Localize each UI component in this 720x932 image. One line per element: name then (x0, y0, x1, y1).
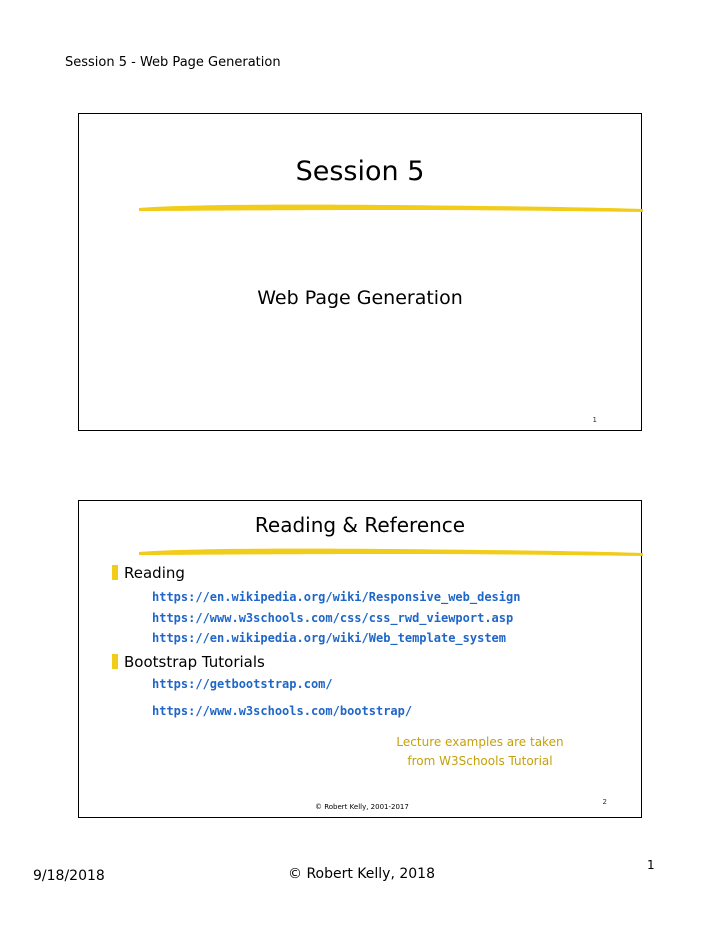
link-w3schools-bootstrap[interactable]: https://www.w3schools.com/bootstrap/ (152, 704, 413, 718)
bullet-marker (112, 565, 118, 580)
link-css-rwd-viewport[interactable]: https://www.w3schools.com/css/css_rwd_viewport.asp (152, 611, 514, 625)
link-getbootstrap[interactable]: https://getbootstrap.com/ (152, 677, 333, 691)
slide-2-page-number: 2 (602, 798, 607, 806)
link-responsive-web-design[interactable]: https://en.wikipedia.org/wiki/Responsive_web_design (152, 590, 521, 604)
footer-page-number: 1 (647, 858, 655, 872)
slide-2-title: Reading & Reference (254, 513, 466, 537)
footer-copyright: © Robert Kelly, 2018 (288, 866, 435, 882)
slide-1-subtitle: Web Page Generation (257, 287, 463, 309)
note-line-2: from W3Schools Tutorial (407, 754, 553, 768)
bullet-marker (112, 654, 118, 669)
slide-1-page-number: 1 (592, 416, 597, 424)
bullet-bootstrap-label: Bootstrap Tutorials (124, 653, 265, 671)
highlighter-stroke (139, 546, 643, 558)
link-web-template-system[interactable]: https://en.wikipedia.org/wiki/Web_template_system (152, 631, 507, 645)
slide-1-title: Session 5 (295, 156, 425, 187)
highlighter-stroke (139, 202, 643, 214)
slide-2 (78, 500, 642, 818)
slide-1 (78, 113, 642, 431)
bullet-reading-label: Reading (124, 564, 185, 582)
note-line-1: Lecture examples are taken (396, 735, 564, 749)
slide-2-copyright: © Robert Kelly, 2001-2017 (315, 803, 409, 811)
footer-date: 9/18/2018 (33, 868, 105, 884)
page-header-title: Session 5 - Web Page Generation (65, 55, 281, 70)
